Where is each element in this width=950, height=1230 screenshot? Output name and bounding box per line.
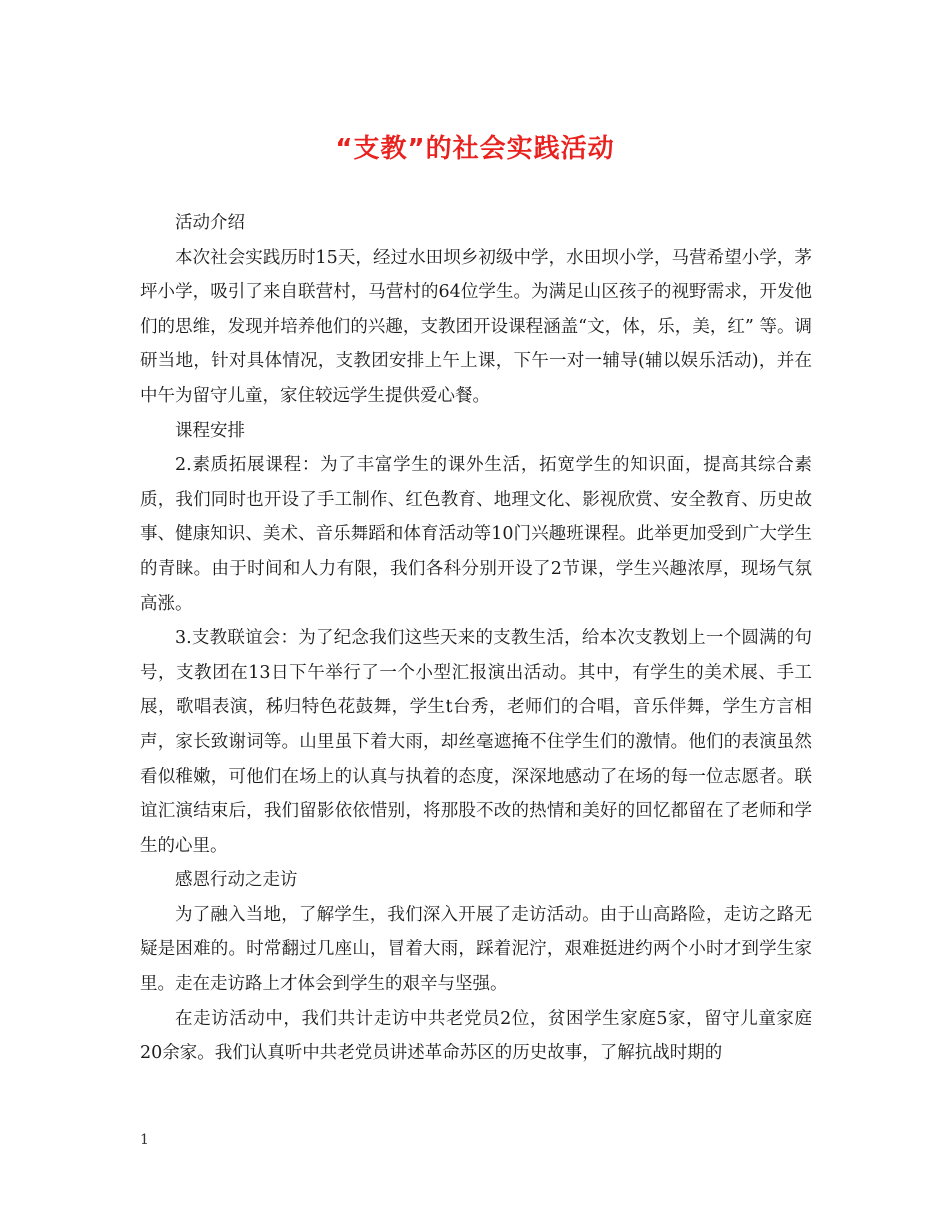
paragraph-intro: 本次社会实践历时15天，经过水田坝乡初级中学，水田坝小学，马营希望小学，茅坪小学，吸引了来自联营村，马营村的64位学生。为满足山区孩子的视野需求，开发他们的思维，发现并培养他们的兴趣，支教团开设课程涵盖“文，体，乐，美，红” 等。调研当地，针对具体情况，支教团安排上午上课，下午一对一辅导(辅以娱乐活动)，并在中午为留守儿童，家住较远学生提供爱心餐。 (140, 247, 812, 406)
document-title: “支教”的社会实践活动 (335, 134, 615, 164)
section-heading-intro: 活动介绍 (175, 213, 245, 233)
paragraph-courses-3: 3.支教联谊会：为了纪念我们这些天来的支教生活，给本次支教划上一个圆满的句号，支教团在13日下午举行了一个小型汇报演出活动。其中，有学生的美术展、手工展，歌唱表演，秭归特色花鼓舞，学生t台秀，老师们的合唱，音乐伴舞，学生方言相声，家长致谢词等。山里虽下着大雨，却丝毫遮掩不住学生们的激情。他们的表演虽然看似稚嫩，可他们在场上的认真与执着的态度，深深地感动了在场的每一位志愿者。联谊汇演结束后，我们留影依依惜别，将那股不改的热情和美好的回忆都留在了老师和学生的心里。 (140, 628, 812, 856)
section-heading-courses: 课程安排 (175, 420, 245, 441)
paragraph-visits-1: 为了融入当地，了解学生，我们深入开展了走访活动。由于山高路险，走访之路无疑是困难的。时常翻过几座山，冒着大雨，踩着泥泞，艰难挺进约两个小时才到学生家里。走在走访路上才体会到学生的艰辛与坚强。 (140, 904, 812, 995)
section-heading-visits: 感恩行动之走访 (175, 870, 298, 891)
document-body (140, 206, 812, 1071)
page-number: 1 (140, 1132, 149, 1148)
paragraph-visits-2: 在走访活动中，我们共计走访中共老党员2位，贫困学生家庭5家，留守儿童家庭20余家。我们认真听中共老党员讲述革命苏区的历史故事，了解抗战时期的 (140, 1008, 812, 1064)
paragraph-courses-2: 2.素质拓展课程：为了丰富学生的课外生活，拓宽学生的知识面，提高其综合素质，我们同时也开设了手工制作、红色教育、地理文化、影视欣赏、安全教育、历史故事、健康知识、美术、音乐舞蹈和体育活动等10门兴趣班课程。此举更加受到广大学生的青睐。由于时间和人力有限，我们各科分别开设了2节课，学生兴趣浓厚，现场气氛高涨。 (140, 455, 812, 614)
